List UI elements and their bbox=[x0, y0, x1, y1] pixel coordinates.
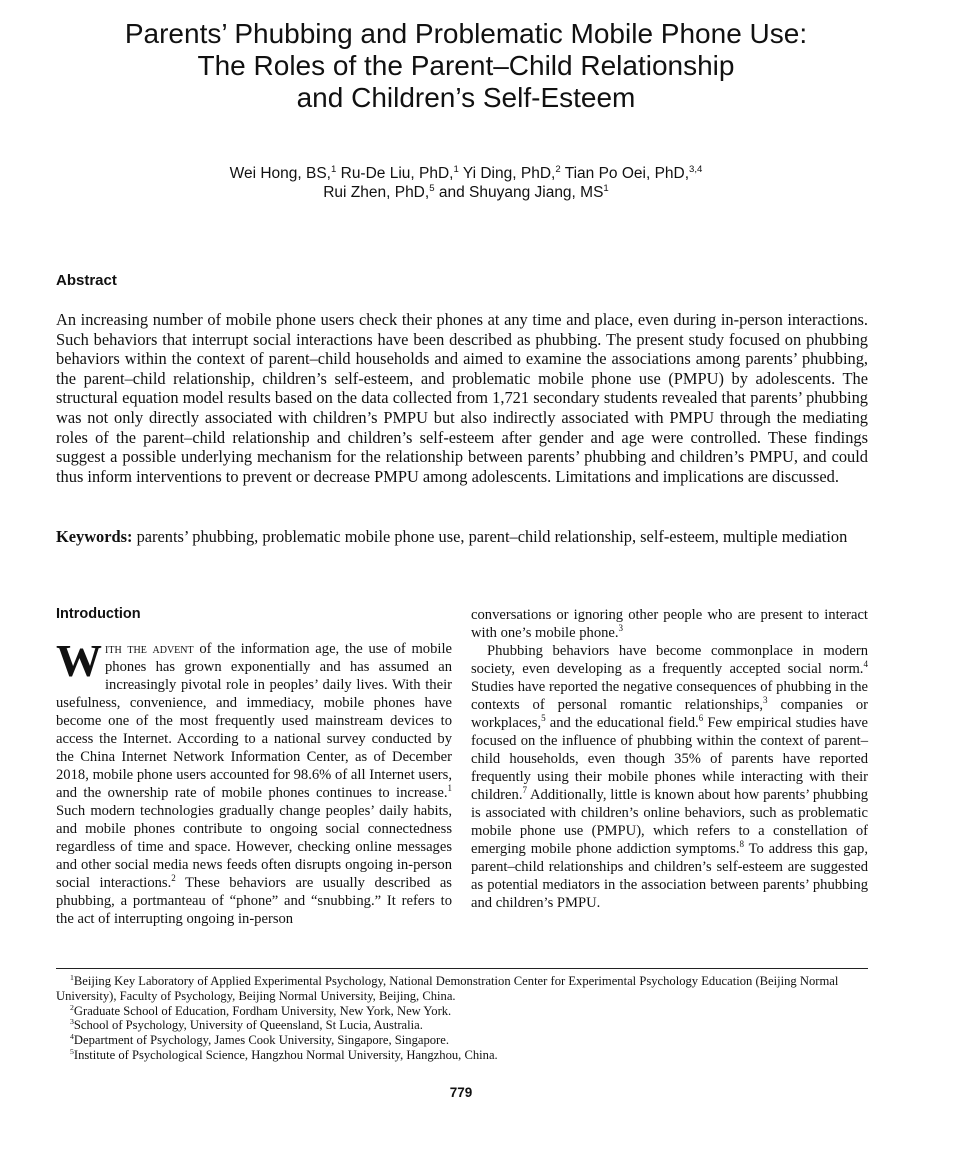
author-name: Rui Zhen, PhD, bbox=[323, 184, 430, 201]
page-number: 779 bbox=[449, 1085, 473, 1100]
keywords-text: parents’ phubbing, problematic mobile phone use, parent–child relationship, self-esteem, multiple mediation bbox=[132, 527, 848, 546]
footnote bbox=[56, 974, 868, 1004]
footnote-text: School of Psychology, University of Queensland, St Lucia, Australia. bbox=[73, 1018, 423, 1033]
body-text: companies or workplaces, bbox=[471, 697, 868, 731]
citation-marker: 8 bbox=[739, 839, 745, 850]
abstract-heading: Abstract bbox=[56, 272, 117, 289]
citation-marker: 1 bbox=[447, 783, 452, 794]
citation-marker: 6 bbox=[698, 713, 704, 724]
article-title bbox=[60, 18, 872, 114]
footnote-marker: 3 bbox=[70, 1017, 74, 1027]
footnote-text: Beijing Key Laboratory of Applied Experimental Psychology, National Demonstration Center for Experimental Psychology Education (Beijing Normal University), Faculty of Psychology, Beijing Normal University, Beijing, China. bbox=[56, 974, 839, 1003]
author-name: Tian Po Oei, PhD, bbox=[560, 165, 690, 182]
author-name: Wei Hong, BS, bbox=[229, 165, 331, 182]
footnote-marker: 4 bbox=[70, 1032, 74, 1041]
footnote bbox=[56, 1033, 868, 1048]
author-name: and Shuyang Jiang, MS bbox=[434, 184, 604, 201]
keywords bbox=[56, 527, 868, 547]
citation-marker: 3 bbox=[763, 695, 768, 706]
affiliation-marker: 5 bbox=[429, 182, 435, 194]
author-name: Ru-De Liu, PhD, bbox=[336, 165, 454, 182]
body-text: of the information age, the use of mobile phones has grown exponentially and has assumed an increasingly pivotal role in peoples’ daily lives. With their usefulness, convenience, and immediacy, mobile phones have become one of the most frequently used mainstream devices to access the Internet. According to a national survey conducted by the China Internet Network Information Center, as of December 2018, mobile phone users accounted for 98.6% of all Internet users, and the ownership rate of mobile phones continues to increase. bbox=[56, 641, 452, 801]
affiliation-marker: 3,4 bbox=[689, 163, 703, 175]
footnote-divider bbox=[56, 968, 868, 969]
body-text: Few empirical studies have focused on the influence of phubbing within the context of parent–child households, even though 35% of parents have reported frequently using their mobile phones while interacting with their children. bbox=[471, 715, 868, 803]
citation-marker: 2 bbox=[171, 873, 176, 884]
citation-marker: 7 bbox=[522, 785, 527, 796]
footnote bbox=[56, 1048, 868, 1063]
affiliation-footnotes bbox=[56, 974, 868, 1063]
author-name: Yi Ding, PhD, bbox=[458, 165, 556, 182]
affiliation-marker: 1 bbox=[453, 163, 459, 175]
title-line-1: Parents’ Phubbing and Problematic Mobile Phone Use: bbox=[124, 18, 808, 49]
footnote-marker: 2 bbox=[70, 1002, 74, 1012]
title-line-3: and Children’s Self-Esteem bbox=[296, 82, 636, 113]
introduction-column-left bbox=[56, 635, 452, 928]
body-text: conversations or ignoring other people who are present to interact with one’s mobile phone. bbox=[471, 607, 868, 641]
introduction-column-right bbox=[471, 606, 868, 912]
footnote bbox=[56, 1018, 868, 1033]
affiliation-marker: 1 bbox=[330, 163, 337, 175]
introduction-heading: Introduction bbox=[56, 606, 141, 622]
body-text: and the educational field. bbox=[545, 715, 699, 731]
affiliation-marker: 2 bbox=[555, 163, 561, 175]
author-line-1 bbox=[60, 164, 872, 183]
paragraph-continued bbox=[471, 606, 868, 642]
author-list bbox=[60, 164, 872, 202]
body-text: Studies have reported the negative consequences of phubbing in the contexts of personal romantic relationships, bbox=[471, 679, 868, 713]
footnote-text: Institute of Psychological Science, Hangzhou Normal University, Hangzhou, China. bbox=[73, 1047, 498, 1062]
paragraph bbox=[471, 642, 868, 912]
lead-in-smallcaps: ith the advent bbox=[105, 641, 194, 657]
affiliation-marker: 1 bbox=[603, 182, 609, 194]
title-line-2: The Roles of the Parent–Child Relationship bbox=[197, 50, 735, 81]
author-line-2 bbox=[60, 183, 872, 202]
footnote-marker: 5 bbox=[70, 1046, 74, 1056]
body-text: Phubbing behaviors have become commonplace in modern society, even developing as a frequently accepted social norm. bbox=[471, 643, 868, 677]
body-text: These behaviors are usually described as phubbing, a portmanteau of “phone” and “snubbing.” It refers to the act of interrupting ongoing in-person bbox=[56, 875, 452, 927]
footnote-text: Department of Psychology, James Cook University, Singapore, Singapore. bbox=[73, 1033, 449, 1048]
drop-cap: W bbox=[56, 635, 102, 686]
abstract-text: An increasing number of mobile phone users check their phones at any time and place, even during in-person interactions. Such behaviors that interrupt social interactions have been described as phubbing. The present study focused on phubbing behaviors within the context of parent–child households and aimed to examine the associations among parents’ phubbing, the parent–child relationship, children’s self-esteem, and problematic mobile phone use (PMPU) by adolescents. The structural equation model results based on the data collected from 1,721 secondary students revealed that parents’ phubbing was not only directly associated with children’s PMPU but also indirectly associated with PMPU through the mediating roles of the parent–child relationship and children’s self-esteem after gender and age were controlled. These findings suggest a possible underlying mechanism for the relationship between parents’ phubbing and children’s PMPU, and could thus inform interventions to prevent or decrease PMPU among adolescents. Limitations and implications are discussed. bbox=[56, 310, 868, 486]
body-text: Additionally, little is known about how parents’ phubbing is associated with children’s online behaviors, such as problematic mobile phone use (PMPU), which refers to a constellation of emerging mobile phone addiction symptoms. bbox=[471, 787, 868, 857]
citation-marker: 5 bbox=[541, 713, 546, 724]
footnote-marker: 1 bbox=[70, 972, 74, 982]
keywords-label: Keywords: bbox=[56, 527, 133, 546]
citation-marker: 4 bbox=[863, 659, 868, 670]
citation-marker: 3 bbox=[618, 623, 624, 634]
footnote-text: Graduate School of Education, Fordham University, New York, New York. bbox=[73, 1003, 452, 1018]
body-text: Such modern technologies gradually change peoples’ daily habits, and mobile phones contribute to ongoing social connectedness regardless of time and space. However, checking online messages and other social media news feeds often disrupts ongoing in-person social interactions. bbox=[56, 803, 452, 891]
footnote bbox=[56, 1004, 868, 1019]
body-text: To address this gap, parent–child relationships and children’s self-esteem are suggested as potential mediators in the association between parents’ phubbing and children’s PMPU. bbox=[471, 841, 868, 911]
